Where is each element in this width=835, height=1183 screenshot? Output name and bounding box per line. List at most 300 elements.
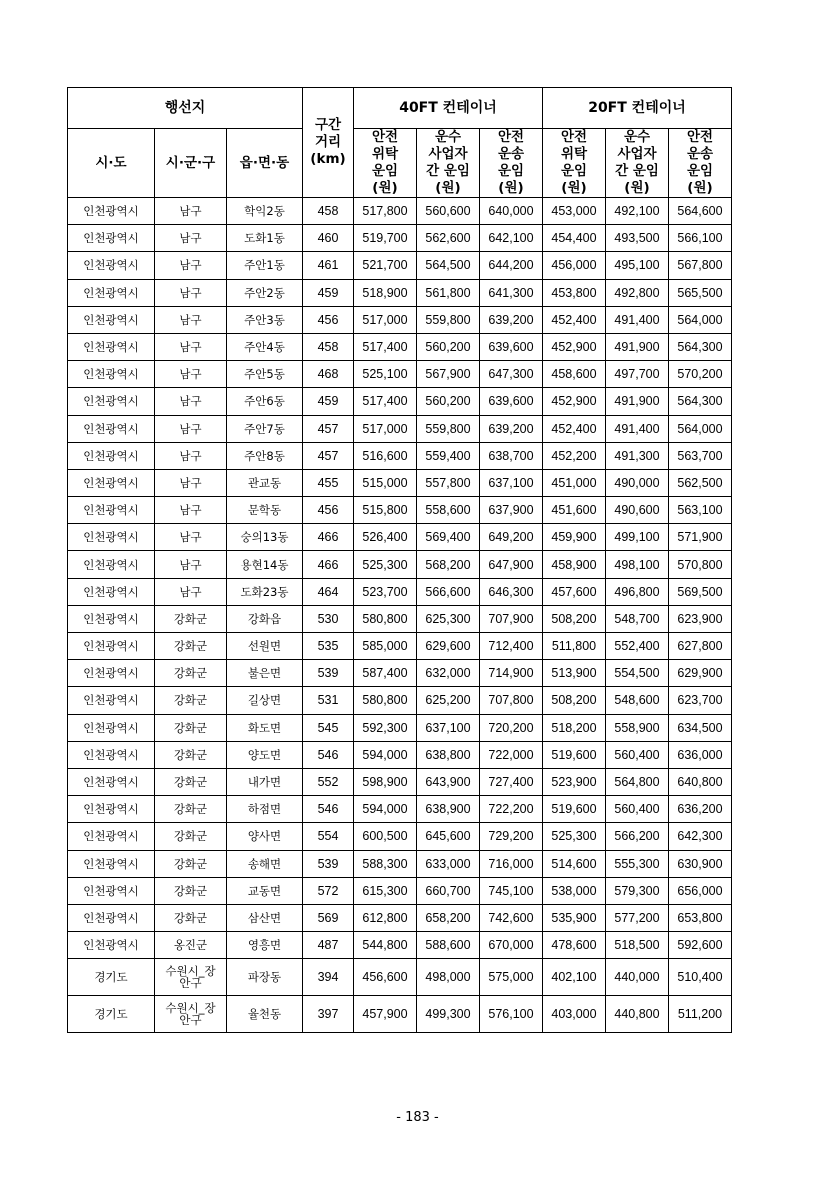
cell-ft20-transport: 570,800 xyxy=(669,551,732,578)
cell-ft20-between: 564,800 xyxy=(606,768,669,795)
table-row xyxy=(68,524,732,551)
cell-sido: 인천광역시 xyxy=(68,633,155,660)
cell-ft20-between: 554,500 xyxy=(606,660,669,687)
cell-ft20-transport: 569,500 xyxy=(669,578,732,605)
cell-distance: 458 xyxy=(303,198,354,225)
cell-ft40-consigned: 517,000 xyxy=(354,415,417,442)
table-row xyxy=(68,687,732,714)
cell-sigungu: 남구 xyxy=(155,198,227,225)
cell-ft20-consigned: 458,900 xyxy=(543,551,606,578)
cell-ft40-consigned: 457,900 xyxy=(354,996,417,1033)
cell-distance: 394 xyxy=(303,959,354,996)
table-row xyxy=(68,823,732,850)
cell-ft40-consigned: 615,300 xyxy=(354,877,417,904)
table-row xyxy=(68,714,732,741)
cell-sido: 인천광역시 xyxy=(68,361,155,388)
cell-sido: 인천광역시 xyxy=(68,823,155,850)
cell-sigungu: 강화군 xyxy=(155,687,227,714)
cell-sido: 인천광역시 xyxy=(68,442,155,469)
cell-ft40-consigned: 521,700 xyxy=(354,252,417,279)
cell-ft20-consigned: 523,900 xyxy=(543,768,606,795)
cell-ft40-transport: 637,100 xyxy=(480,469,543,496)
cell-ft40-transport: 638,700 xyxy=(480,442,543,469)
cell-ft40-between: 625,300 xyxy=(417,605,480,632)
cell-sigungu: 강화군 xyxy=(155,768,227,795)
table-row xyxy=(68,497,732,524)
cell-distance: 459 xyxy=(303,279,354,306)
cell-ft20-transport: 636,200 xyxy=(669,796,732,823)
cell-distance: 530 xyxy=(303,605,354,632)
header-distance-text: 구간 거리 (km) xyxy=(310,117,346,167)
cell-distance: 457 xyxy=(303,415,354,442)
table-row xyxy=(68,741,732,768)
cell-eupmyeondong: 문학동 xyxy=(227,497,303,524)
cell-ft20-between: 491,400 xyxy=(606,306,669,333)
cell-ft20-transport: 636,000 xyxy=(669,741,732,768)
cell-ft40-consigned: 523,700 xyxy=(354,578,417,605)
cell-ft20-between: 518,500 xyxy=(606,932,669,959)
cell-eupmyeondong: 송해면 xyxy=(227,850,303,877)
cell-ft40-between: 637,100 xyxy=(417,714,480,741)
cell-ft20-transport: 570,200 xyxy=(669,361,732,388)
cell-eupmyeondong: 주안4동 xyxy=(227,333,303,360)
cell-eupmyeondong: 내가면 xyxy=(227,768,303,795)
cell-distance: 487 xyxy=(303,932,354,959)
header-20ft-transport xyxy=(669,129,732,198)
cell-ft20-transport: 640,800 xyxy=(669,768,732,795)
cell-ft40-transport: 707,900 xyxy=(480,605,543,632)
cell-ft40-transport: 647,300 xyxy=(480,361,543,388)
cell-ft20-transport: 653,800 xyxy=(669,904,732,931)
cell-sigungu: 옹진군 xyxy=(155,932,227,959)
cell-ft40-transport: 646,300 xyxy=(480,578,543,605)
cell-distance: 554 xyxy=(303,823,354,850)
table-row xyxy=(68,252,732,279)
cell-ft40-transport: 642,100 xyxy=(480,225,543,252)
cell-ft40-between: 629,600 xyxy=(417,633,480,660)
cell-sigungu: 강화군 xyxy=(155,823,227,850)
cell-ft20-consigned: 403,000 xyxy=(543,996,606,1033)
cell-distance: 466 xyxy=(303,524,354,551)
cell-ft20-consigned: 508,200 xyxy=(543,605,606,632)
table-row xyxy=(68,415,732,442)
cell-sido: 인천광역시 xyxy=(68,551,155,578)
cell-sigungu: 남구 xyxy=(155,524,227,551)
cell-ft40-between: 564,500 xyxy=(417,252,480,279)
cell-ft40-between: 560,600 xyxy=(417,198,480,225)
header-40ft-consigned-text: 안전 위탁 운임 (원) xyxy=(371,129,399,196)
cell-ft40-consigned: 544,800 xyxy=(354,932,417,959)
cell-ft20-between: 491,300 xyxy=(606,442,669,469)
cell-ft20-consigned: 453,000 xyxy=(543,198,606,225)
cell-ft40-transport: 727,400 xyxy=(480,768,543,795)
table-row xyxy=(68,469,732,496)
cell-ft20-transport: 571,900 xyxy=(669,524,732,551)
cell-ft40-between: 562,600 xyxy=(417,225,480,252)
cell-ft20-consigned: 519,600 xyxy=(543,741,606,768)
table-row xyxy=(68,660,732,687)
header-40ft-between-text: 운수 사업자 간 운임 (원) xyxy=(426,129,470,196)
cell-sido: 인천광역시 xyxy=(68,415,155,442)
cell-distance: 552 xyxy=(303,768,354,795)
table-row xyxy=(68,996,732,1033)
table-row xyxy=(68,877,732,904)
cell-eupmyeondong: 삼산면 xyxy=(227,904,303,931)
cell-ft40-transport: 640,000 xyxy=(480,198,543,225)
cell-eupmyeondong: 주안2동 xyxy=(227,279,303,306)
cell-sido: 인천광역시 xyxy=(68,524,155,551)
cell-sido: 인천광역시 xyxy=(68,932,155,959)
cell-eupmyeondong: 화도면 xyxy=(227,714,303,741)
cell-sigungu: 남구 xyxy=(155,469,227,496)
cell-sido: 인천광역시 xyxy=(68,605,155,632)
cell-sido: 인천광역시 xyxy=(68,687,155,714)
cell-ft20-transport: 564,000 xyxy=(669,306,732,333)
cell-sido: 인천광역시 xyxy=(68,578,155,605)
cell-ft20-between: 555,300 xyxy=(606,850,669,877)
cell-eupmyeondong: 도화1동 xyxy=(227,225,303,252)
cell-sigungu: 남구 xyxy=(155,225,227,252)
cell-ft40-transport: 576,100 xyxy=(480,996,543,1033)
cell-eupmyeondong: 영흥면 xyxy=(227,932,303,959)
cell-sigungu: 남구 xyxy=(155,442,227,469)
cell-ft40-consigned: 456,600 xyxy=(354,959,417,996)
cell-ft40-between: 645,600 xyxy=(417,823,480,850)
table-row xyxy=(68,361,732,388)
cell-sigungu: 남구 xyxy=(155,388,227,415)
cell-ft20-consigned: 456,000 xyxy=(543,252,606,279)
cell-ft40-between: 588,600 xyxy=(417,932,480,959)
cell-ft40-between: 568,200 xyxy=(417,551,480,578)
cell-ft40-between: 560,200 xyxy=(417,333,480,360)
cell-ft20-consigned: 525,300 xyxy=(543,823,606,850)
cell-ft40-consigned: 517,000 xyxy=(354,306,417,333)
cell-sido: 인천광역시 xyxy=(68,660,155,687)
cell-ft40-consigned: 517,400 xyxy=(354,333,417,360)
cell-sido: 인천광역시 xyxy=(68,279,155,306)
cell-ft40-between: 632,000 xyxy=(417,660,480,687)
cell-ft40-between: 499,300 xyxy=(417,996,480,1033)
cell-ft40-transport: 639,600 xyxy=(480,333,543,360)
cell-distance: 456 xyxy=(303,497,354,524)
header-20ft-between xyxy=(606,129,669,198)
cell-ft20-between: 492,100 xyxy=(606,198,669,225)
cell-ft40-consigned: 588,300 xyxy=(354,850,417,877)
cell-ft20-consigned: 457,600 xyxy=(543,578,606,605)
cell-ft40-between: 638,900 xyxy=(417,796,480,823)
cell-distance: 539 xyxy=(303,660,354,687)
cell-ft20-between: 566,200 xyxy=(606,823,669,850)
cell-distance: 461 xyxy=(303,252,354,279)
cell-ft20-consigned: 519,600 xyxy=(543,796,606,823)
cell-ft20-consigned: 452,200 xyxy=(543,442,606,469)
cell-sigungu: 남구 xyxy=(155,279,227,306)
cell-ft20-transport: 563,100 xyxy=(669,497,732,524)
cell-ft20-between: 490,000 xyxy=(606,469,669,496)
cell-sido: 인천광역시 xyxy=(68,877,155,904)
cell-ft40-between: 625,200 xyxy=(417,687,480,714)
cell-ft40-consigned: 587,400 xyxy=(354,660,417,687)
table-row xyxy=(68,959,732,996)
cell-sido: 인천광역시 xyxy=(68,252,155,279)
cell-ft40-transport: 716,000 xyxy=(480,850,543,877)
table-row xyxy=(68,306,732,333)
cell-eupmyeondong: 용현14동 xyxy=(227,551,303,578)
cell-distance: 546 xyxy=(303,741,354,768)
cell-ft20-between: 497,700 xyxy=(606,361,669,388)
cell-ft20-transport: 623,900 xyxy=(669,605,732,632)
cell-eupmyeondong: 율천동 xyxy=(227,996,303,1033)
cell-eupmyeondong: 교동면 xyxy=(227,877,303,904)
freight-rate-table xyxy=(67,87,732,1033)
cell-ft20-between: 558,900 xyxy=(606,714,669,741)
cell-ft40-consigned: 585,000 xyxy=(354,633,417,660)
cell-sido: 인천광역시 xyxy=(68,850,155,877)
cell-ft40-transport: 722,000 xyxy=(480,741,543,768)
cell-ft20-consigned: 513,900 xyxy=(543,660,606,687)
cell-ft20-transport: 623,700 xyxy=(669,687,732,714)
cell-ft40-between: 658,200 xyxy=(417,904,480,931)
header-40ft-consigned xyxy=(354,129,417,198)
cell-eupmyeondong: 관교동 xyxy=(227,469,303,496)
cell-distance: 468 xyxy=(303,361,354,388)
header-row-sub xyxy=(68,129,732,198)
cell-sido: 인천광역시 xyxy=(68,904,155,931)
cell-ft40-consigned: 516,600 xyxy=(354,442,417,469)
cell-ft20-transport: 630,900 xyxy=(669,850,732,877)
table-row xyxy=(68,225,732,252)
cell-ft40-between: 557,800 xyxy=(417,469,480,496)
cell-ft20-transport: 627,800 xyxy=(669,633,732,660)
cell-ft40-consigned: 598,900 xyxy=(354,768,417,795)
cell-ft20-transport: 592,600 xyxy=(669,932,732,959)
cell-ft20-between: 552,400 xyxy=(606,633,669,660)
cell-ft20-consigned: 538,000 xyxy=(543,877,606,904)
table-row xyxy=(68,932,732,959)
table-row xyxy=(68,768,732,795)
cell-ft20-consigned: 518,200 xyxy=(543,714,606,741)
cell-ft20-between: 499,100 xyxy=(606,524,669,551)
cell-distance: 397 xyxy=(303,996,354,1033)
cell-ft20-between: 560,400 xyxy=(606,796,669,823)
cell-sido: 인천광역시 xyxy=(68,469,155,496)
cell-sigungu: 강화군 xyxy=(155,633,227,660)
cell-ft20-consigned: 452,400 xyxy=(543,415,606,442)
header-20ft-consigned xyxy=(543,129,606,198)
table-body xyxy=(68,198,732,1033)
cell-ft20-between: 548,700 xyxy=(606,605,669,632)
cell-ft40-consigned: 526,400 xyxy=(354,524,417,551)
table-row xyxy=(68,198,732,225)
cell-ft40-between: 559,400 xyxy=(417,442,480,469)
table-row xyxy=(68,578,732,605)
cell-ft20-consigned: 514,600 xyxy=(543,850,606,877)
cell-ft20-consigned: 535,900 xyxy=(543,904,606,931)
table-row xyxy=(68,605,732,632)
cell-ft40-transport: 575,000 xyxy=(480,959,543,996)
cell-distance: 539 xyxy=(303,850,354,877)
header-40ft: 40FT 컨테이너 xyxy=(354,88,543,129)
cell-ft20-transport: 634,500 xyxy=(669,714,732,741)
cell-distance: 459 xyxy=(303,388,354,415)
cell-sido: 인천광역시 xyxy=(68,714,155,741)
cell-ft40-consigned: 594,000 xyxy=(354,796,417,823)
cell-ft20-transport: 564,300 xyxy=(669,388,732,415)
cell-ft40-transport: 729,200 xyxy=(480,823,543,850)
cell-eupmyeondong: 주안3동 xyxy=(227,306,303,333)
cell-distance: 464 xyxy=(303,578,354,605)
cell-ft40-consigned: 594,000 xyxy=(354,741,417,768)
cell-ft20-between: 493,500 xyxy=(606,225,669,252)
cell-ft40-between: 643,900 xyxy=(417,768,480,795)
cell-eupmyeondong: 길상면 xyxy=(227,687,303,714)
cell-ft20-consigned: 458,600 xyxy=(543,361,606,388)
cell-ft40-transport: 712,400 xyxy=(480,633,543,660)
cell-distance: 545 xyxy=(303,714,354,741)
cell-ft40-transport: 637,900 xyxy=(480,497,543,524)
cell-distance: 460 xyxy=(303,225,354,252)
cell-ft40-consigned: 525,300 xyxy=(354,551,417,578)
cell-ft20-transport: 511,200 xyxy=(669,996,732,1033)
cell-ft20-between: 491,400 xyxy=(606,415,669,442)
cell-distance: 455 xyxy=(303,469,354,496)
header-distance xyxy=(303,88,354,198)
cell-sigungu: 남구 xyxy=(155,578,227,605)
cell-sigungu: 남구 xyxy=(155,252,227,279)
table-row xyxy=(68,633,732,660)
cell-ft20-consigned: 511,800 xyxy=(543,633,606,660)
cell-ft40-between: 560,200 xyxy=(417,388,480,415)
table-row xyxy=(68,279,732,306)
cell-distance: 458 xyxy=(303,333,354,360)
cell-ft40-consigned: 600,500 xyxy=(354,823,417,850)
cell-sigungu: 남구 xyxy=(155,361,227,388)
cell-ft40-consigned: 515,800 xyxy=(354,497,417,524)
cell-eupmyeondong: 선원면 xyxy=(227,633,303,660)
cell-ft20-between: 548,600 xyxy=(606,687,669,714)
header-sigungu: 시·군·구 xyxy=(155,129,227,198)
cell-sigungu: 강화군 xyxy=(155,660,227,687)
cell-ft20-transport: 563,700 xyxy=(669,442,732,469)
cell-ft20-transport: 564,600 xyxy=(669,198,732,225)
cell-ft40-between: 561,800 xyxy=(417,279,480,306)
cell-ft40-between: 566,600 xyxy=(417,578,480,605)
cell-ft20-transport: 564,000 xyxy=(669,415,732,442)
cell-sido: 인천광역시 xyxy=(68,225,155,252)
cell-ft40-consigned: 580,800 xyxy=(354,605,417,632)
cell-ft20-between: 495,100 xyxy=(606,252,669,279)
cell-eupmyeondong: 주안5동 xyxy=(227,361,303,388)
cell-ft40-consigned: 517,800 xyxy=(354,198,417,225)
cell-ft40-consigned: 517,400 xyxy=(354,388,417,415)
cell-eupmyeondong: 강화읍 xyxy=(227,605,303,632)
cell-ft20-consigned: 451,000 xyxy=(543,469,606,496)
cell-ft40-transport: 720,200 xyxy=(480,714,543,741)
cell-sido: 인천광역시 xyxy=(68,741,155,768)
header-sido: 시·도 xyxy=(68,129,155,198)
cell-sigungu: 수원시_장 안구 xyxy=(155,959,227,996)
cell-distance: 535 xyxy=(303,633,354,660)
cell-ft20-between: 491,900 xyxy=(606,333,669,360)
cell-sigungu: 남구 xyxy=(155,497,227,524)
cell-sigungu: 수원시_장 안구 xyxy=(155,996,227,1033)
cell-ft20-consigned: 478,600 xyxy=(543,932,606,959)
cell-ft20-transport: 656,000 xyxy=(669,877,732,904)
cell-ft20-transport: 629,900 xyxy=(669,660,732,687)
cell-distance: 569 xyxy=(303,904,354,931)
header-destination: 행선지 xyxy=(68,88,303,129)
cell-ft40-transport: 639,200 xyxy=(480,306,543,333)
cell-ft20-between: 579,300 xyxy=(606,877,669,904)
cell-distance: 546 xyxy=(303,796,354,823)
cell-ft20-transport: 510,400 xyxy=(669,959,732,996)
cell-ft20-between: 491,900 xyxy=(606,388,669,415)
cell-ft40-between: 633,000 xyxy=(417,850,480,877)
cell-distance: 466 xyxy=(303,551,354,578)
cell-ft40-transport: 639,200 xyxy=(480,415,543,442)
cell-ft20-transport: 567,800 xyxy=(669,252,732,279)
cell-eupmyeondong: 파장동 xyxy=(227,959,303,996)
cell-ft20-consigned: 454,400 xyxy=(543,225,606,252)
cell-ft40-between: 567,900 xyxy=(417,361,480,388)
cell-ft40-transport: 647,900 xyxy=(480,551,543,578)
cell-sigungu: 남구 xyxy=(155,551,227,578)
cell-ft20-between: 577,200 xyxy=(606,904,669,931)
cell-sido: 경기도 xyxy=(68,996,155,1033)
cell-ft40-consigned: 580,800 xyxy=(354,687,417,714)
cell-eupmyeondong: 양도면 xyxy=(227,741,303,768)
cell-ft20-between: 440,800 xyxy=(606,996,669,1033)
cell-ft40-consigned: 592,300 xyxy=(354,714,417,741)
cell-sido: 인천광역시 xyxy=(68,768,155,795)
header-40ft-transport-text: 안전 운송 운임 (원) xyxy=(497,129,525,196)
cell-eupmyeondong: 숭의13동 xyxy=(227,524,303,551)
header-20ft-transport-text: 안전 운송 운임 (원) xyxy=(686,129,714,196)
cell-ft20-transport: 564,300 xyxy=(669,333,732,360)
table-row xyxy=(68,850,732,877)
cell-ft20-consigned: 402,100 xyxy=(543,959,606,996)
cell-ft40-between: 569,400 xyxy=(417,524,480,551)
cell-sido: 인천광역시 xyxy=(68,388,155,415)
cell-sido: 인천광역시 xyxy=(68,497,155,524)
cell-ft20-between: 560,400 xyxy=(606,741,669,768)
cell-eupmyeondong: 주안7동 xyxy=(227,415,303,442)
cell-eupmyeondong: 하점면 xyxy=(227,796,303,823)
header-eupmyeondong: 읍·면·동 xyxy=(227,129,303,198)
cell-ft40-consigned: 525,100 xyxy=(354,361,417,388)
cell-ft40-transport: 644,200 xyxy=(480,252,543,279)
table-row xyxy=(68,388,732,415)
cell-ft20-between: 498,100 xyxy=(606,551,669,578)
cell-ft40-transport: 722,200 xyxy=(480,796,543,823)
cell-ft20-between: 440,000 xyxy=(606,959,669,996)
cell-ft40-transport: 639,600 xyxy=(480,388,543,415)
cell-ft20-between: 492,800 xyxy=(606,279,669,306)
cell-ft20-between: 490,600 xyxy=(606,497,669,524)
cell-sido: 인천광역시 xyxy=(68,796,155,823)
cell-eupmyeondong: 도화23동 xyxy=(227,578,303,605)
cell-ft40-consigned: 519,700 xyxy=(354,225,417,252)
cell-ft20-consigned: 452,900 xyxy=(543,388,606,415)
cell-ft40-between: 498,000 xyxy=(417,959,480,996)
cell-ft20-consigned: 452,900 xyxy=(543,333,606,360)
cell-sigungu: 강화군 xyxy=(155,850,227,877)
cell-ft20-consigned: 459,900 xyxy=(543,524,606,551)
cell-ft20-transport: 562,500 xyxy=(669,469,732,496)
cell-ft40-transport: 641,300 xyxy=(480,279,543,306)
cell-ft40-transport: 745,100 xyxy=(480,877,543,904)
cell-sido: 인천광역시 xyxy=(68,333,155,360)
